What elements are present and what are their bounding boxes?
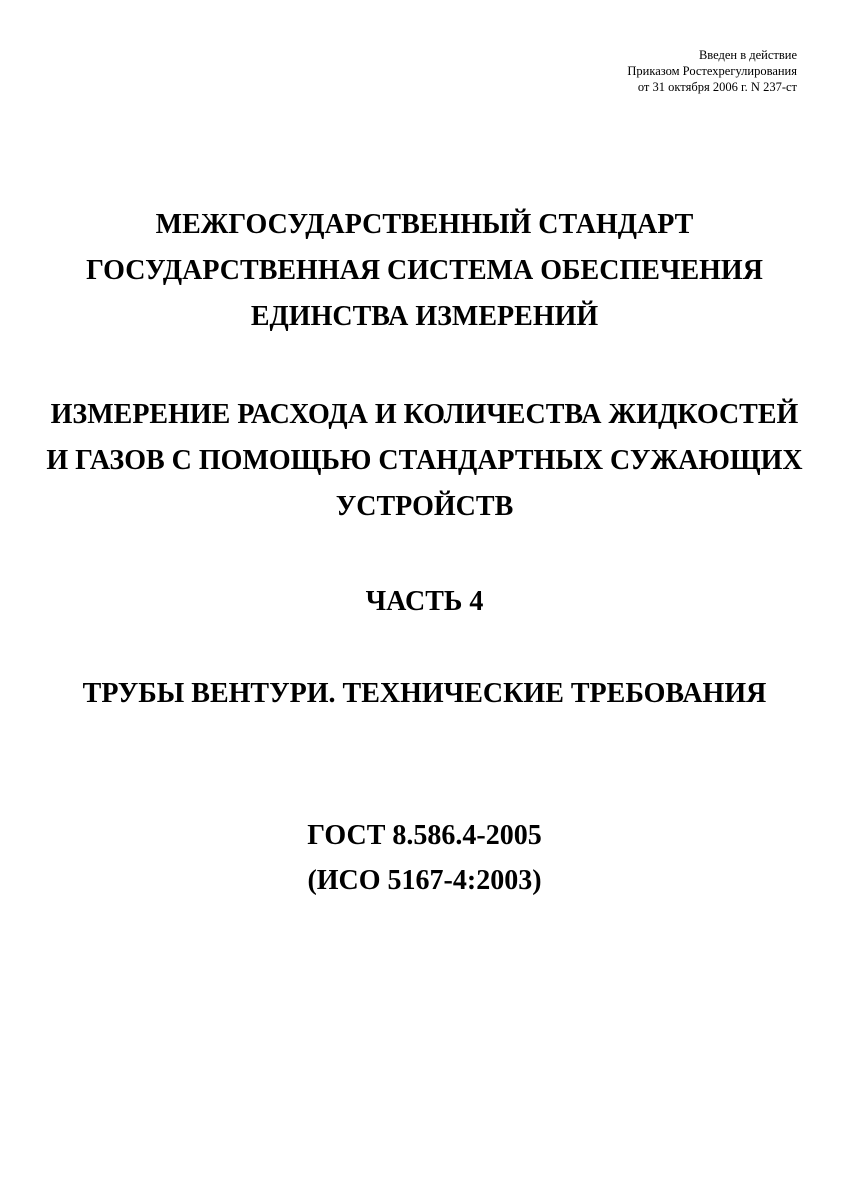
subject-title-line-2: И ГАЗОВ С ПОМОЩЬЮ СТАНДАРТНЫХ СУЖАЮЩИХ: [46, 445, 803, 476]
enactment-note-line-2: Приказом Ростехрегулирования: [627, 64, 797, 78]
standard-title: [0, 202, 849, 340]
enactment-note-line-3: от 31 октября 2006 г. N 237-ст: [637, 80, 797, 94]
iso-number: (ИСО 5167-4:2003): [307, 865, 542, 896]
subject-title-line-1: ИЗМЕРЕНИЕ РАСХОДА И КОЛИЧЕСТВА ЖИДКОСТЕЙ: [50, 399, 799, 430]
gost-number: ГОСТ 8.586.4-2005: [307, 820, 542, 851]
standard-designation: [0, 813, 849, 903]
part-title: [0, 582, 849, 622]
part-title-text: ЧАСТЬ 4: [365, 586, 484, 617]
section-title: [0, 674, 849, 714]
section-title-text: ТРУБЫ ВЕНТУРИ. ТЕХНИЧЕСКИЕ ТРЕБОВАНИЯ: [82, 678, 767, 709]
standard-title-line-1: МЕЖГОСУДАРСТВЕННЫЙ СТАНДАРТ: [155, 209, 694, 240]
enactment-note: [627, 47, 797, 95]
subject-title-line-3: УСТРОЙСТВ: [335, 491, 514, 522]
subject-title: [0, 392, 849, 530]
standard-title-line-2: ГОСУДАРСТВЕННАЯ СИСТЕМА ОБЕСПЕЧЕНИЯ: [86, 255, 763, 286]
enactment-note-line-1: Введен в действие: [698, 48, 797, 62]
standard-title-line-3: ЕДИНСТВА ИЗМЕРЕНИЙ: [250, 301, 599, 332]
